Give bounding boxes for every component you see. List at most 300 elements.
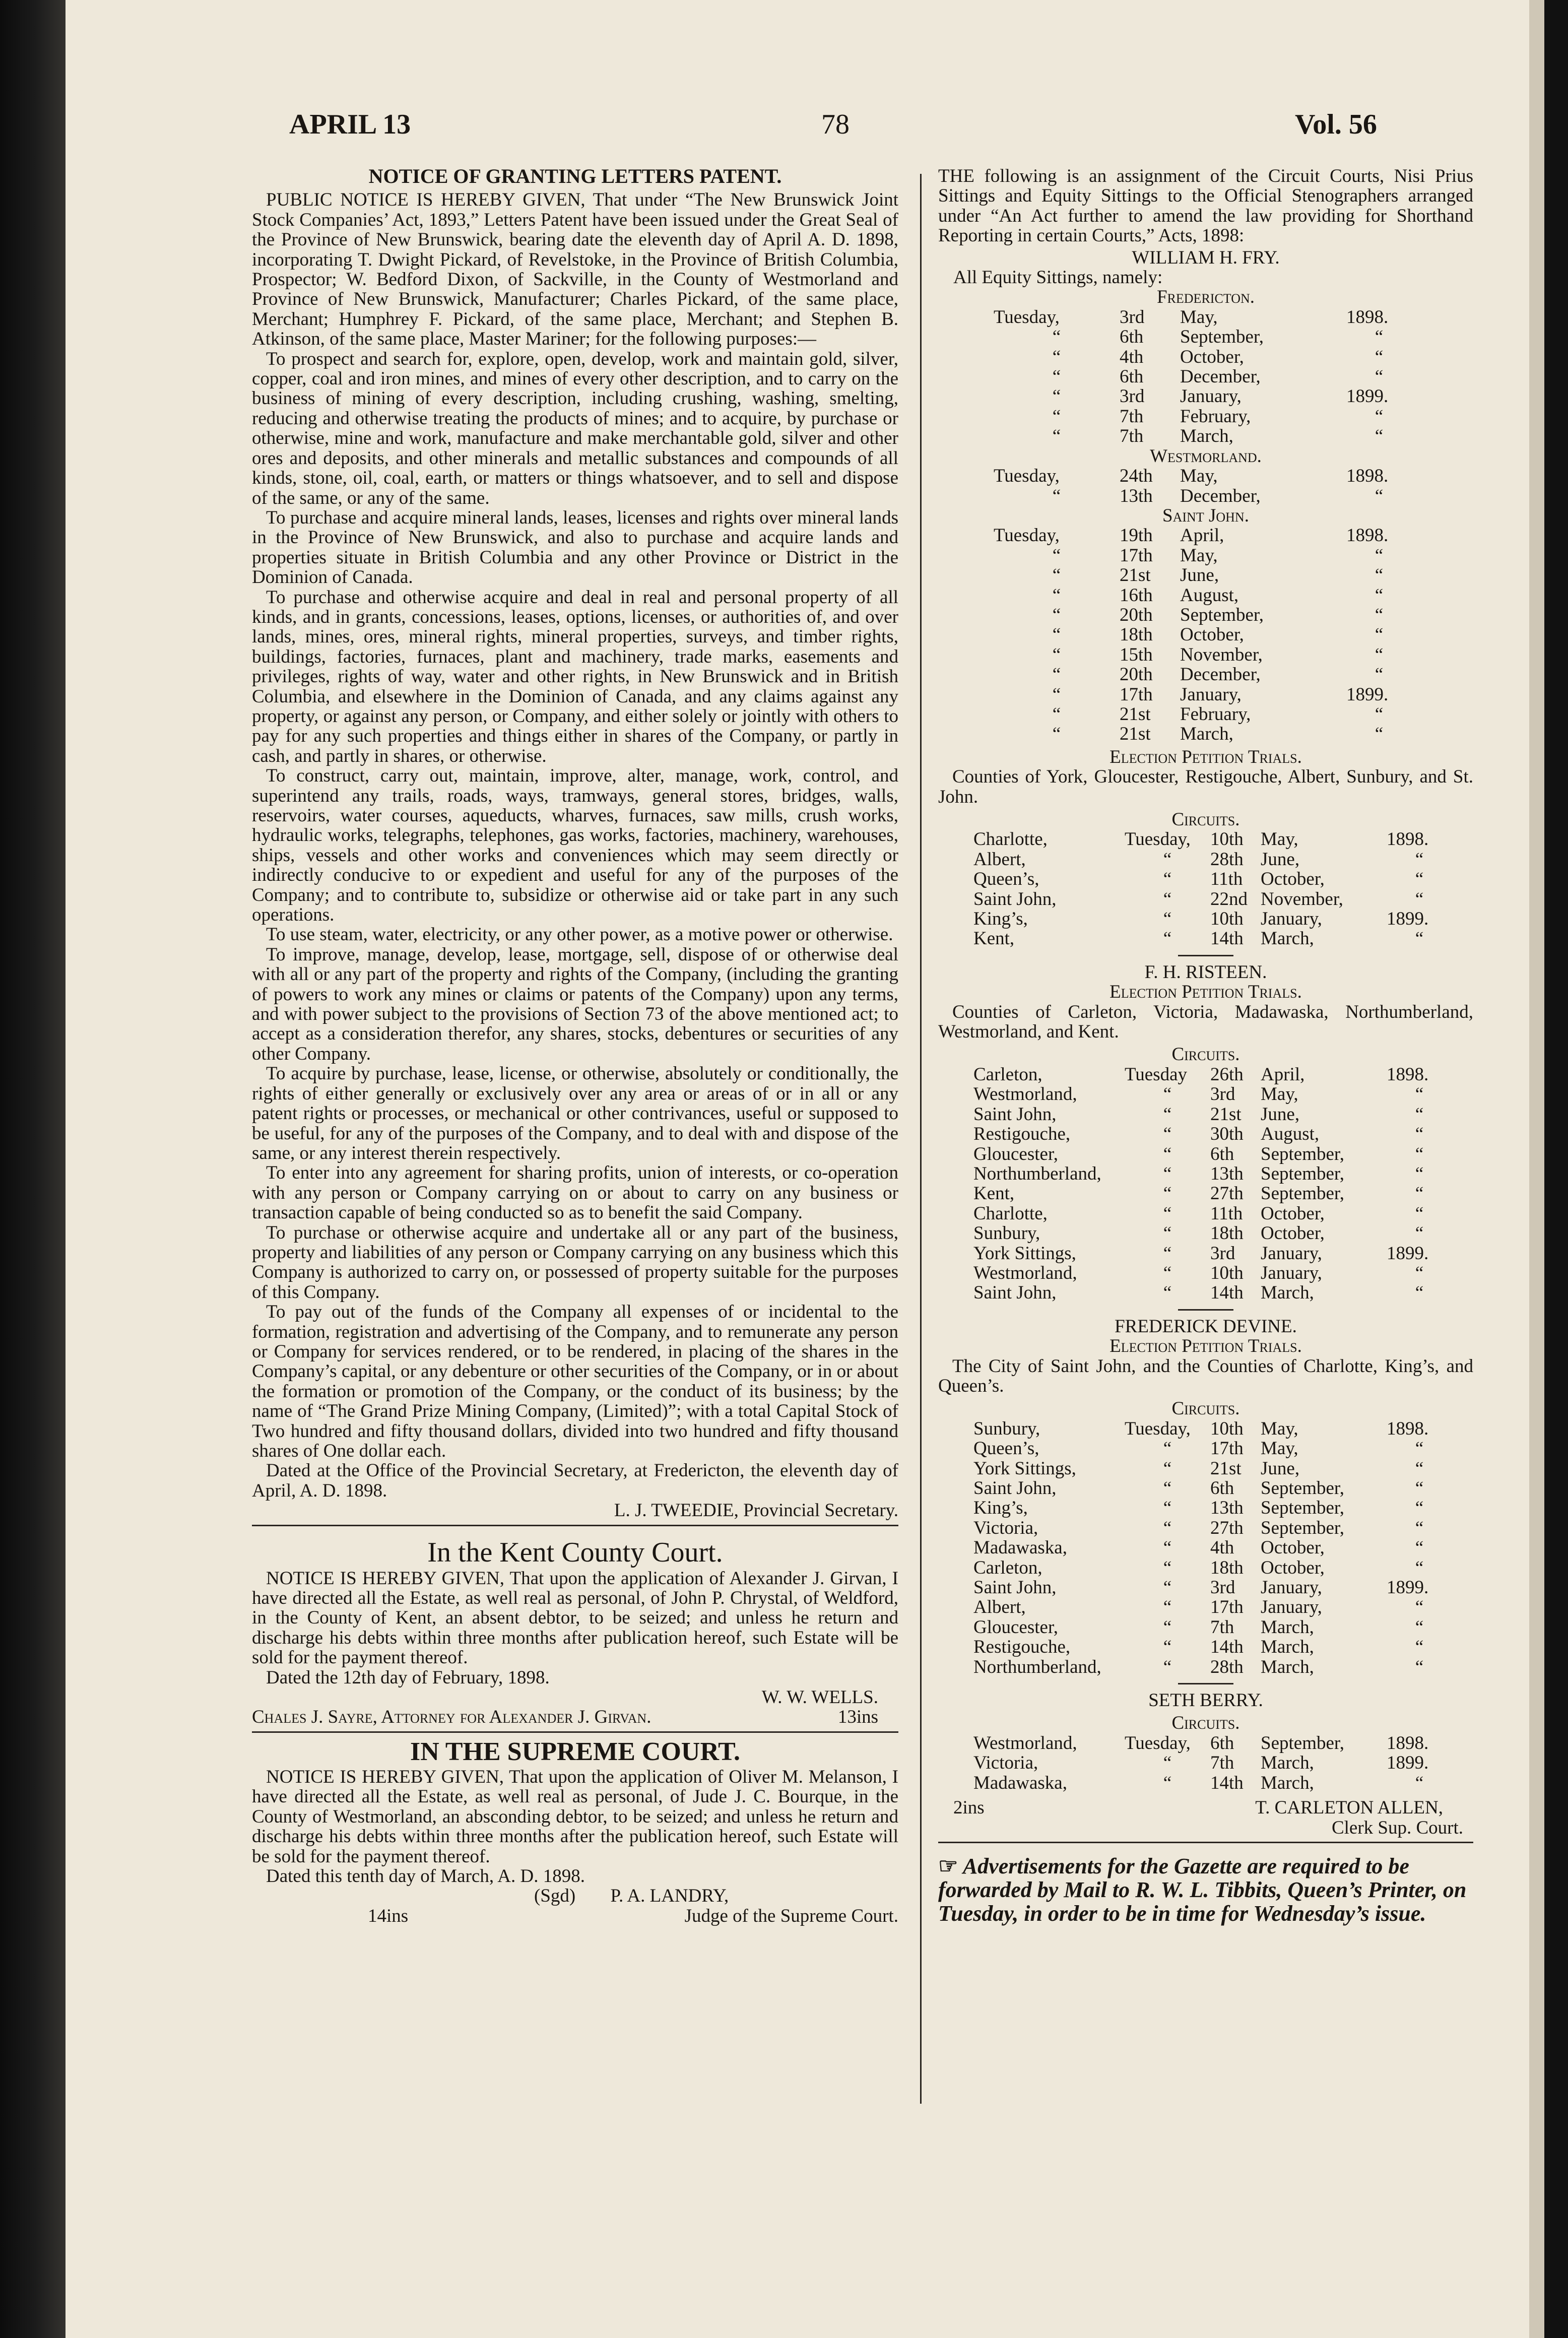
schedule-cell: 10th (1210, 908, 1244, 930)
schedule-row (994, 367, 1412, 386)
schedule-cell: 17th (1210, 1597, 1244, 1618)
schedule-cell: 14th (1210, 928, 1244, 949)
schedule-row (973, 1733, 1452, 1753)
schedule-cell: January, (1180, 684, 1242, 705)
paragraph: PUBLIC NOTICE IS HEREBY GIVEN, That under “The New Brunswick Joint Stock Companies’ Act, 1893,” Letters Patent have been issued under the Great Seal of the Province of New Brunswick, bearing date the eleventh day of April A. D. 1898, incorporating T. Dwight Pickard, of Revelstoke, in the Province of British Columbia, Prospector; W. Bedford Dixon, of Sackville, in the County of Westmorland and Province of New Brunswick, Manufacturer; Charles Pickard, of the same place, Merchant; Humphrey F. Pickard, of the same place, Merchant; and Stephen B. Atkinson, of the same place, Master Mariner; for the following purposes:— (252, 189, 898, 350)
schedule-cell: December, (1180, 664, 1261, 685)
schedule-cell: “ (1375, 604, 1384, 625)
schedule-cell: Victoria, (973, 1517, 1038, 1538)
schedule-cell: “ (1052, 664, 1061, 685)
schedule-cell: September, (1261, 1143, 1344, 1164)
schedule-cell: 6th (1120, 366, 1144, 387)
counties-text: Counties of York, Gloucester, Restigouche, Albert, Sunbury, and St. John. (938, 766, 1473, 807)
schedule-cell: Tuesday, (1125, 1732, 1191, 1754)
schedule-cell: 21st (1120, 565, 1151, 586)
schedule-cell: June, (1261, 1458, 1300, 1479)
schedule-cell: “ (1415, 1143, 1424, 1164)
schedule-row (973, 1617, 1452, 1637)
supreme-court-signature (252, 1886, 898, 1906)
schedule-cell: 18th (1210, 1223, 1244, 1244)
schedule-cell: “ (1163, 1163, 1172, 1184)
schedule-row (973, 1419, 1452, 1439)
schedule-cell: Kent, (973, 1183, 1015, 1204)
schedule-cell: January, (1261, 908, 1322, 930)
paragraph: To purchase and otherwise acquire and deal in real and personal property of all kinds, and in grants, concessions, leases, options, licenses, or authorities of, and over lands, mines, ores, mineral rights, mineral properties, surveys, and timber rights, buildings, factories, furnaces, plant and machinery, trade marks, easements and privileges, rights of way, water and other rights, in New Brunswick and in British Columbia, and elsewhere in the Dominion of Canada, and any claims against any property, or against any person, or Company, and either solely or jointly with others to pay for any such properties and things either in shares of the Company, or partly in cash, and partly in shares, or otherwise. (252, 587, 898, 766)
schedule-cell: 21st (1210, 1103, 1242, 1125)
schedule-cell: October, (1261, 869, 1325, 890)
paragraph: To use steam, water, electricity, or any other power, as a motive power or otherwise. (266, 924, 893, 945)
paragraph: Dated at the Office of the Provincial Secretary, at Fredericton, the eleventh day of April, A. D. 1898. (252, 1460, 898, 1501)
schedule-cell: “ (1052, 724, 1061, 745)
circuits-ins: 2ins (953, 1797, 985, 1819)
schedule-cell: “ (1052, 565, 1061, 586)
paragraph: To construct, carry out, maintain, improve, alter, manage, work, control, and superintend any trails, roads, ways, tramways, general stores, bridges, walls, reservoirs, water courses, aqueducts, wharves, furnaces, saw mills, crush works, hydraulic works, telegraphs, telephones, gas works, factories, machinery, warehouses, ships, vessels and other works and conveniences which may seem directly or indirectly conducive to or expedient and useful for any of the purposes of the Company; and to contribute to, subsidize or otherwise aid or take part in any such operations. (252, 765, 898, 926)
schedule-cell: “ (1415, 1597, 1424, 1618)
kent-court-text: NOTICE IS HEREBY GIVEN, That upon the application of Alexander J. Girvan, I have directed all the Estate, as well real as personal, of John P. Chrystal, of Weldford, in the County of Kent, an absent debtor, to be seized; and unless he return and discharge his debts within three months after publication hereof, such Estate will be sold for the payment thereof. (252, 1568, 898, 1668)
schedule-cell: “ (1415, 869, 1424, 890)
schedule-row (973, 1223, 1452, 1243)
schedule-cell: May, (1261, 1084, 1298, 1105)
kent-court-title: In the Kent County Court. (427, 1536, 723, 1568)
supreme-court-ins: 14ins (368, 1905, 409, 1926)
schedule-cell: October, (1180, 346, 1244, 367)
circuits-role: Clerk Sup. Court. (1331, 1817, 1463, 1838)
schedule-cell: Charlotte, (973, 1203, 1048, 1224)
schedule-cell: Queen’s, (973, 869, 1039, 890)
schedule-cell: September, (1261, 1163, 1344, 1184)
schedule-cell: March, (1261, 1637, 1314, 1658)
schedule-cell: October, (1261, 1537, 1325, 1558)
supreme-court-sgd: (Sgd) (534, 1886, 576, 1907)
schedule-cell: “ (1163, 1577, 1172, 1598)
schedule-cell: “ (1052, 426, 1061, 447)
schedule-cell: “ (1052, 346, 1061, 367)
schedule-cell: “ (1415, 1203, 1424, 1224)
schedule-cell: May, (1261, 1418, 1298, 1439)
schedule-cell: “ (1163, 888, 1172, 910)
schedule-row (973, 1263, 1452, 1283)
schedule-row (994, 466, 1412, 486)
schedule-cell: March, (1180, 724, 1233, 745)
paragraph: To prospect and search for, explore, open, develop, work and maintain gold, silver, copper, coal and iron mines, and mines of every other description, and to carry on the business of mining of every description, including crushing, washing, smelting, reducing and otherwise treating the products of mines; and to acquire, by purchase or otherwise, mine and work, manufacture and make merchantable gold, silver and other ores and deposits, and other minerals and metallic substances and compounds of all kinds, stone, oil, coal, earth, or matters or things whatsoever, and to sell and dispose of the same, or any of the same. (252, 348, 898, 508)
schedule-row (994, 605, 1412, 625)
schedule-cell: February, (1180, 703, 1251, 725)
schedule-cell: August, (1180, 584, 1239, 606)
schedule-cell: March, (1261, 1752, 1314, 1774)
kent-court-signer: W. W. WELLS. (761, 1687, 878, 1708)
schedule-cell: Sunbury, (973, 1223, 1040, 1244)
schedule-cell: 10th (1210, 829, 1244, 850)
schedule-cell: 27th (1210, 1183, 1244, 1204)
risteen-circuits-table (973, 1065, 1452, 1303)
kent-court-attorney: Chales J. Sayre, Attorney for Alexander J. Girvan. (252, 1707, 651, 1728)
schedule-cell: 24th (1120, 466, 1153, 487)
fry-intro: All Equity Sittings, namely: (953, 267, 1163, 288)
schedule-cell: “ (1375, 624, 1384, 645)
schedule-cell: 17th (1120, 545, 1153, 566)
schedule-cell: Saint John, (973, 1577, 1057, 1598)
supreme-court-text: NOTICE IS HEREBY GIVEN, That upon the application of Oliver M. Melanson, I have directed all the Estate, as well real as personal, of Jude J. C. Bourque, in the County of Westmorland, an absconding debtor, to be seized; and unless he return and discharge his debts within three months after the publication hereof, such Estate will be sold for the payment thereof. (252, 1766, 898, 1867)
schedule-cell: 4th (1210, 1537, 1234, 1558)
schedule-cell: “ (1163, 869, 1172, 890)
schedule-cell: Tuesday, (1125, 1418, 1191, 1439)
paragraph: To purchase and acquire mineral lands, leases, licenses and rights over mineral lands in the Province of New Brunswick, and also to purchase and acquire lands and properties situate in British Columbia and any other Province or District in the Dominion of Canada. (252, 507, 898, 588)
schedule-cell: Northumberland, (973, 1163, 1101, 1184)
schedule-cell: 18th (1120, 624, 1153, 645)
saintjohn-title: Saint John. (1162, 505, 1249, 526)
schedule-cell: May, (1261, 829, 1298, 850)
schedule-cell: September, (1180, 327, 1264, 348)
schedule-cell: “ (1415, 1498, 1424, 1519)
schedule-cell: “ (1415, 1656, 1424, 1677)
schedule-cell: 28th (1210, 1656, 1244, 1677)
schedule-cell: “ (1163, 928, 1172, 949)
schedule-row (994, 665, 1412, 684)
schedule-cell: “ (1163, 1143, 1172, 1164)
schedule-cell: Madawaska, (973, 1537, 1067, 1558)
schedule-cell: 20th (1120, 604, 1153, 625)
schedule-row (994, 327, 1412, 347)
schedule-row (973, 1773, 1452, 1793)
schedule-cell: “ (1375, 724, 1384, 745)
schedule-row (973, 1753, 1452, 1773)
schedule-cell: “ (1163, 1537, 1172, 1558)
fry-election-title: Election Petition Trials. (1109, 746, 1302, 767)
schedule-cell: “ (1415, 1223, 1424, 1244)
schedule-cell: “ (1163, 1478, 1172, 1499)
schedule-cell: 1898. (1387, 1418, 1429, 1439)
circuits-intro (938, 166, 1473, 246)
header-date: APRIL 13 (289, 109, 411, 140)
schedule-cell: May, (1261, 1438, 1298, 1459)
schedule-row (973, 1657, 1452, 1677)
schedule-cell: “ (1375, 545, 1384, 566)
schedule-row (973, 1597, 1452, 1617)
schedule-cell: “ (1163, 1498, 1172, 1519)
berry-circuits-table (973, 1733, 1452, 1793)
saintjohn-table (994, 526, 1412, 744)
schedule-cell: Gloucester, (973, 1143, 1059, 1164)
risteen-election-counties (938, 1002, 1473, 1042)
schedule-cell: “ (1052, 703, 1061, 725)
schedule-cell: “ (1415, 1163, 1424, 1184)
schedule-cell: 21st (1120, 724, 1151, 745)
schedule-row (973, 850, 1452, 869)
schedule-cell: 21st (1210, 1458, 1242, 1479)
devine-circuits-table (973, 1419, 1452, 1677)
schedule-row (973, 1558, 1452, 1578)
fry-name: WILLIAM H. FRY. (1132, 247, 1280, 268)
schedule-cell: 19th (1120, 525, 1153, 546)
schedule-row (973, 1578, 1452, 1597)
schedule-cell: 3rd (1210, 1084, 1235, 1105)
schedule-cell: “ (1052, 485, 1061, 506)
schedule-row (973, 1164, 1452, 1184)
westmorland-table (994, 466, 1412, 506)
letters-patent-signature: L. J. TWEEDIE, Provincial Secretary. (614, 1500, 898, 1521)
schedule-cell: Tuesday, (994, 306, 1060, 328)
paragraph: To improve, manage, develop, lease, mortgage, sell, dispose of or otherwise deal with all or any part of the property and rights of the Company, (including the granting of powers to work any mines or claims or patents of the Company) upon any terms, and with power subject to the provisions of Section 73 of the above mentioned act; to accept as a consideration therefor, any shares, stocks, debentures or securities of any other Company. (252, 944, 898, 1064)
schedule-cell: Albert, (973, 1597, 1026, 1618)
divider (938, 1842, 1473, 1843)
schedule-cell: October, (1180, 624, 1244, 645)
schedule-cell: Albert, (973, 849, 1026, 870)
schedule-cell: 14th (1210, 1637, 1244, 1658)
schedule-cell: January, (1180, 386, 1242, 407)
schedule-cell: 21st (1120, 703, 1151, 725)
schedule-cell: 3rd (1210, 1577, 1235, 1598)
schedule-cell: “ (1415, 1637, 1424, 1658)
schedule-row (994, 724, 1412, 744)
schedule-cell: 30th (1210, 1124, 1244, 1145)
schedule-row (994, 307, 1412, 327)
supreme-court-dated: Dated this tenth day of March, A. D. 1898. (266, 1865, 585, 1887)
schedule-cell: “ (1163, 1597, 1172, 1618)
schedule-cell: “ (1415, 1262, 1424, 1283)
schedule-cell: Westmorland, (973, 1732, 1077, 1754)
schedule-cell: “ (1163, 849, 1172, 870)
schedule-cell: 7th (1120, 426, 1144, 447)
divider (252, 1525, 898, 1526)
divider (252, 1731, 898, 1733)
schedule-cell: “ (1375, 346, 1384, 367)
schedule-cell: “ (1415, 1557, 1424, 1578)
schedule-cell: 1898. (1387, 1732, 1429, 1754)
schedule-cell: “ (1415, 888, 1424, 910)
schedule-row (994, 565, 1412, 585)
kent-court-body (252, 1569, 898, 1687)
section-rule (1178, 1309, 1233, 1311)
schedule-cell: Saint John, (973, 1478, 1057, 1499)
schedule-cell: “ (1163, 1752, 1172, 1774)
schedule-row (973, 1478, 1452, 1498)
schedule-cell: October, (1261, 1203, 1325, 1224)
kent-court-footer (252, 1707, 898, 1727)
schedule-row (973, 1439, 1452, 1458)
schedule-cell: Saint John, (973, 1103, 1057, 1125)
schedule-cell: 6th (1210, 1143, 1234, 1164)
schedule-cell: Carleton, (973, 1064, 1042, 1085)
header-volume: Vol. 56 (1295, 109, 1377, 140)
schedule-cell: 1898. (1387, 1064, 1429, 1085)
schedule-row (973, 1637, 1452, 1657)
schedule-cell: Tuesday, (1125, 829, 1191, 850)
schedule-cell: 28th (1210, 849, 1244, 870)
schedule-row (973, 1538, 1452, 1557)
schedule-cell: September, (1180, 604, 1264, 625)
schedule-cell: Kent, (973, 928, 1015, 949)
schedule-cell: 14th (1210, 1282, 1244, 1304)
schedule-cell: 1898. (1346, 306, 1389, 328)
paragraph: To purchase or otherwise acquire and undertake all or any part of the business, property and liabilities of any person or Company carrying on any business which this Company is authorized to carry on, or possessed of property suitable for the purposes of this Company. (252, 1222, 898, 1303)
schedule-cell: “ (1052, 366, 1061, 387)
schedule-cell: “ (1052, 584, 1061, 606)
schedule-cell: “ (1163, 1637, 1172, 1658)
column-rule (920, 174, 922, 2104)
schedule-cell: 1899. (1346, 684, 1389, 705)
schedule-cell: “ (1375, 644, 1384, 665)
schedule-cell: March, (1261, 1282, 1314, 1304)
schedule-cell: “ (1163, 1084, 1172, 1105)
schedule-cell: “ (1375, 406, 1384, 427)
schedule-cell: 18th (1210, 1557, 1244, 1578)
fry-circuits-table (973, 829, 1452, 948)
schedule-row (973, 1244, 1452, 1263)
schedule-cell: “ (1163, 1557, 1172, 1578)
schedule-cell: “ (1375, 366, 1384, 387)
schedule-cell: 13th (1120, 485, 1153, 506)
schedule-cell: “ (1375, 565, 1384, 586)
schedule-cell: “ (1375, 485, 1384, 506)
schedule-cell: 27th (1210, 1517, 1244, 1538)
counties-text: The City of Saint John, and the Counties of Charlotte, King’s, and Queen’s. (938, 1355, 1473, 1396)
schedule-cell: “ (1415, 1478, 1424, 1499)
schedule-cell: 17th (1120, 684, 1153, 705)
schedule-cell: “ (1163, 1223, 1172, 1244)
schedule-cell: Restigouche, (973, 1637, 1071, 1658)
schedule-cell: “ (1052, 406, 1061, 427)
schedule-cell: January, (1261, 1577, 1322, 1598)
risteen-election-title: Election Petition Trials. (1109, 982, 1302, 1003)
schedule-cell: 15th (1120, 644, 1153, 665)
schedule-row (973, 929, 1452, 948)
schedule-cell: Victoria, (973, 1752, 1038, 1774)
schedule-cell: 20th (1120, 664, 1153, 685)
schedule-cell: Tuesday (1125, 1064, 1188, 1085)
schedule-cell: 16th (1120, 584, 1153, 606)
schedule-cell: York Sittings, (973, 1243, 1076, 1264)
schedule-cell: May, (1180, 466, 1218, 487)
schedule-cell: “ (1163, 1103, 1172, 1125)
schedule-row (973, 1459, 1452, 1478)
schedule-cell: March, (1261, 1656, 1314, 1677)
right-column (938, 166, 1473, 1925)
schedule-row (994, 645, 1412, 665)
schedule-cell: October, (1261, 1223, 1325, 1244)
schedule-cell: “ (1163, 1616, 1172, 1638)
schedule-cell: August, (1261, 1124, 1320, 1145)
schedule-cell: “ (1415, 1084, 1424, 1105)
paragraph: To enter into any agreement for sharing profits, union of interests, or co-operation with any person or Company carrying on or about to carry on any business or transaction capable of being conducted so as to benefit the said Company. (252, 1162, 898, 1223)
devine-election-title: Election Petition Trials. (1109, 1336, 1302, 1357)
schedule-cell: “ (1415, 1772, 1424, 1793)
schedule-cell: February, (1180, 406, 1251, 427)
circuits-signature (938, 1798, 1473, 1817)
schedule-cell: 4th (1120, 346, 1144, 367)
schedule-cell: 3rd (1120, 386, 1145, 407)
schedule-row (994, 407, 1412, 426)
schedule-cell: “ (1415, 1438, 1424, 1459)
schedule-cell: Gloucester, (973, 1616, 1059, 1638)
schedule-cell: 1898. (1346, 466, 1389, 487)
section-rule (1178, 955, 1233, 956)
schedule-cell: 13th (1210, 1163, 1244, 1184)
schedule-cell: “ (1052, 545, 1061, 566)
advertisement-notice (938, 1854, 1473, 1925)
letters-patent-title: NOTICE OF GRANTING LETTERS PATENT. (368, 165, 782, 187)
left-column (252, 166, 898, 1926)
schedule-cell: May, (1180, 306, 1218, 328)
schedule-cell: “ (1052, 624, 1061, 645)
schedule-cell: 17th (1210, 1438, 1244, 1459)
supreme-court-footer (252, 1906, 898, 1926)
paragraph: To pay out of the funds of the Company all expenses of or incidental to the formation, registration and advertising of the Company, and to remunerate any person or Company for services rendered, or to be rendered, in placing of the shares in the Company’s capital, or any debenture or other securities of the Company, or in or about the formation or promotion of the Company, or the conduct of its business; by the name of “The Grand Prize Mining Company, (Limited)”; with a total Capital Stock of Two hundred and fifty thousand dollars, divided into two hundred and fifty thousand shares of One dollar each. (252, 1302, 898, 1461)
schedule-cell: “ (1163, 1183, 1172, 1204)
schedule-cell: 7th (1210, 1752, 1234, 1774)
schedule-row (994, 546, 1412, 565)
schedule-row (973, 869, 1452, 889)
schedule-cell: 11th (1210, 1203, 1243, 1224)
schedule-cell: Sunbury, (973, 1418, 1040, 1439)
schedule-row (973, 1283, 1452, 1303)
schedule-row (994, 486, 1412, 506)
schedule-cell: March, (1261, 1616, 1314, 1638)
schedule-cell: Charlotte, (973, 829, 1048, 850)
schedule-cell: 7th (1120, 406, 1144, 427)
schedule-cell: “ (1052, 644, 1061, 665)
schedule-cell: 22nd (1210, 888, 1248, 910)
schedule-cell: March, (1261, 1772, 1314, 1793)
schedule-cell: Northumberland, (973, 1656, 1101, 1677)
paragraph: To acquire by purchase, lease, license, or otherwise, absolutely or conditionally, the rights of either generally or exclusively over any area or areas of or in all or any patent rights or processes, or mechanical or other contrivances, useful or supposed to be useful, for any of the purposes of the Company, and to deal with and dispose of the same, or any interest therein respectively. (252, 1063, 898, 1163)
schedule-cell: 3rd (1120, 306, 1145, 328)
schedule-cell: “ (1163, 1262, 1172, 1283)
risteen-circuits-title: Circuits. (1171, 1044, 1240, 1065)
schedule-cell: “ (1163, 1243, 1172, 1264)
schedule-row (973, 1124, 1452, 1144)
schedule-cell: Westmorland, (973, 1084, 1077, 1105)
fredericton-table (994, 307, 1412, 446)
schedule-row (994, 526, 1412, 545)
schedule-cell: “ (1415, 1282, 1424, 1304)
schedule-cell: 10th (1210, 1418, 1244, 1439)
devine-name: FREDERICK DEVINE. (1115, 1316, 1297, 1337)
schedule-cell: 14th (1210, 1772, 1244, 1793)
schedule-cell: 1899. (1387, 908, 1429, 930)
schedule-row (973, 1144, 1452, 1164)
schedule-cell: “ (1415, 1458, 1424, 1479)
fry-circuits-title: Circuits. (1171, 809, 1240, 830)
schedule-cell: 6th (1210, 1478, 1234, 1499)
kent-court-ins: 13ins (837, 1707, 878, 1728)
schedule-cell: June, (1261, 1103, 1300, 1125)
schedule-cell: September, (1261, 1183, 1344, 1204)
schedule-cell: Madawaska, (973, 1772, 1067, 1793)
schedule-cell: 6th (1210, 1732, 1234, 1754)
schedule-cell: “ (1163, 1282, 1172, 1304)
schedule-cell: May, (1180, 545, 1218, 566)
supreme-court-role: Judge of the Supreme Court. (684, 1905, 898, 1926)
schedule-cell: January, (1261, 1262, 1322, 1283)
schedule-row (973, 1084, 1452, 1104)
schedule-cell: 13th (1210, 1498, 1244, 1519)
schedule-cell: April, (1180, 525, 1224, 546)
schedule-cell: 11th (1210, 869, 1243, 890)
westmorland-title: Westmorland. (1150, 445, 1262, 467)
fry-election-counties (938, 767, 1473, 807)
schedule-cell: September, (1261, 1498, 1344, 1519)
schedule-cell: “ (1375, 703, 1384, 725)
schedule-cell: “ (1415, 1616, 1424, 1638)
schedule-cell: November, (1180, 644, 1263, 665)
schedule-cell: “ (1415, 1517, 1424, 1538)
schedule-row (973, 1518, 1452, 1538)
schedule-cell: “ (1163, 1458, 1172, 1479)
schedule-cell: “ (1163, 908, 1172, 930)
schedule-cell: 1898. (1387, 829, 1429, 850)
schedule-cell: September, (1261, 1517, 1344, 1538)
schedule-cell: Restigouche, (973, 1124, 1071, 1145)
